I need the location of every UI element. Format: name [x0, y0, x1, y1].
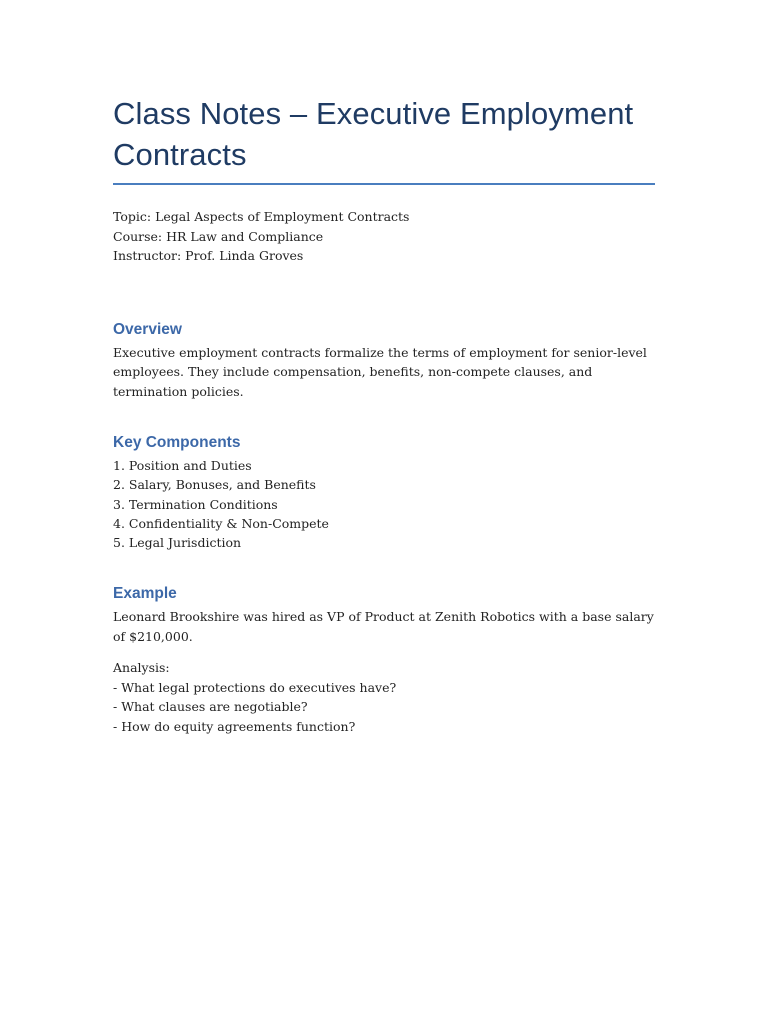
example-heading: Example — [113, 585, 177, 603]
overview-paragraph: Executive employment contracts formalize the terms of employment for senior-level employees. They include compensation, benefits, non-compete clauses, and termination policies. — [113, 344, 647, 399]
list-item: 2. Salary, Bonuses, and Benefits — [113, 477, 316, 493]
overview-heading: Overview — [113, 320, 182, 338]
analysis-label: Analysis: — [113, 660, 170, 676]
meta-topic: Topic: Legal Aspects of Employment Contracts — [113, 209, 410, 224]
analysis-question: - How do equity agreements function? — [113, 718, 356, 734]
list-item: 4. Confidentiality & Non-Compete — [113, 515, 329, 531]
key-components-heading: Key Components — [113, 434, 241, 451]
key-components-list — [113, 456, 655, 552]
analysis-question: - What legal protections do executives have? — [113, 679, 397, 695]
course-meta — [113, 207, 655, 266]
page-title: Class Notes – Executive Employment Contracts — [113, 96, 634, 172]
analysis-block — [113, 658, 655, 736]
analysis-question: - What clauses are negotiable? — [113, 699, 308, 715]
list-item: 1. Position and Duties — [113, 458, 252, 473]
meta-instructor: Instructor: Prof. Linda Groves — [113, 248, 304, 263]
list-item: 3. Termination Conditions — [113, 496, 278, 512]
example-paragraph: Leonard Brookshire was hired as VP of Product at Zenith Robotics with a base salary of $210,000. — [113, 609, 654, 644]
document-page — [113, 93, 655, 736]
list-item: 5. Legal Jurisdiction — [113, 535, 242, 551]
title-divider — [113, 183, 655, 185]
meta-course: Course: HR Law and Compliance — [113, 228, 324, 244]
